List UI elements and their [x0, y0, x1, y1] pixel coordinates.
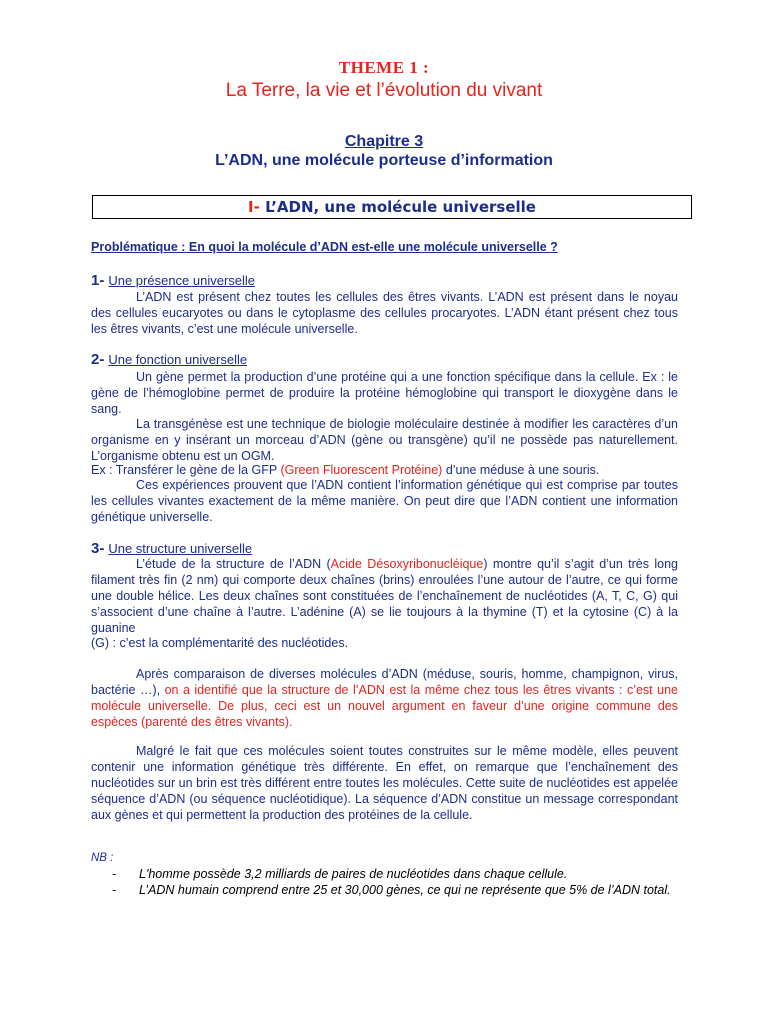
structure-text-end: ) montre qu’il s’agit d’un très long filament très fin (2 nm) qui comporte deux chaînes (brins) enroulées l’une autour de l’autre, ce qui forme une double hélice. Les deux chaînes sont constituées de l’enchaînement de nucléotides (A, T, C, G) qui s’associent d’une chaîne à l’autre. L’adénine (A) se lie toujours à la thymine (T) et la cytosine (C) à la guanine [91, 557, 678, 635]
subsection-number: 1- [91, 272, 105, 289]
section-title: L’ADN, une molécule universelle [265, 198, 536, 216]
nb-list [112, 866, 752, 898]
subsection-title: Une fonction universelle [108, 352, 248, 367]
list-item [112, 866, 752, 882]
paragraph-fonction: Un gène permet la production d’une protéine qui a une fonction spécifique dans la cellule. Ex : le gène de l’hémoglobine permet de produire la protéine hémoglobine qui transport le dioxygène dans le sang. [91, 370, 678, 416]
example-text-end: d’une méduse à une souris. [442, 463, 600, 477]
comparaison-text: Après comparaison de diverses molécules d’ADN (méduse, souris, homme, champignon, virus, bactérie …), [91, 667, 678, 697]
comparaison-highlight: on a identifié que la structure de l’ADN est la même chez tous les êtres vivants : c’est une molécule universelle. De plus, ceci est un nouvel argument en faveur d’une origine commune des espèces (parenté des êtres vivants). [91, 683, 678, 729]
paragraph-example-gfp [91, 462, 678, 478]
chapter-label: Chapitre 3 [344, 133, 424, 150]
problematique: Problématique : En quoi la molécule d’ADN est-elle une molécule universelle ? [91, 240, 558, 254]
section-number: I- [248, 198, 260, 216]
paragraph-complementarite: (G) : c’est la complémentarité des nucléotides. [91, 636, 349, 650]
example-highlight: (Green Fluorescent Protéine) [280, 463, 443, 477]
subsection-number: 3- [91, 540, 105, 557]
paragraph-structure [91, 556, 678, 636]
paragraph-sequence: Malgré le fait que ces molécules soient toutes construites sur le même modèle, elles peuvent contenir une information génétique très différente. En effet, on remarque que l’enchaînement des nucléotides sur un brin est très différent entre toutes les molécules. Cette suite de nucléotides est appelée séquence d’ADN (ou séquence nucléotidique). La séquence d’ADN constitue un message correspondant aux gènes et qui permettent la production des protéines de la cellule. [91, 744, 678, 822]
list-bullet: - [112, 867, 117, 881]
list-item-text: L’ADN humain comprend entre 25 et 30,000 gènes, ce qui ne représente que 5% de l’ADN total. [139, 883, 671, 897]
nb-label: NB : [91, 852, 114, 864]
example-text: Ex : Transférer le gène de la GFP [91, 463, 281, 477]
list-item [112, 882, 752, 898]
subsection-title: Une présence universelle [108, 273, 256, 288]
theme-title: THEME 1 : [338, 58, 430, 77]
subsection-heading-1 [91, 272, 255, 289]
subsection-heading-2 [91, 351, 247, 368]
paragraph-transgenese: La transgénèse est une technique de biologie moléculaire destinée à modifier les caractères d’un organisme en y insérant un morceau d’ADN (gène ou transgène) qu’il ne possède pas naturellement. L’organisme obtenu est un OGM. [91, 417, 678, 463]
list-bullet: - [112, 883, 117, 897]
structure-text: L’étude de la structure de l’ADN ( [136, 557, 331, 571]
subsection-title: Une structure universelle [108, 541, 253, 556]
paragraph-comparaison [91, 666, 678, 730]
theme-subtitle: La Terre, la vie et l’évolution du vivant [225, 80, 543, 101]
paragraph-experiences: Ces expériences prouvent que l’ADN contient l’information génétique qui est comprise par toutes les cellules vivantes exactement de la même manière. On peut dire que l’ADN contient une information génétique universelle. [91, 478, 678, 524]
chapter-title: L’ADN, une molécule porteuse d’information [215, 152, 553, 169]
paragraph-presence: L’ADN est présent chez toutes les cellules des êtres vivants. L’ADN est présent dans le noyau des cellules eucaryotes ou dans le cytoplasme des cellules procaryotes. L’ADN étant présent chez tous les êtres vivants, c’est une molécule universelle. [91, 290, 678, 336]
structure-highlight: Acide Désoxyribonucléique [330, 557, 484, 571]
subsection-number: 2- [91, 351, 105, 368]
list-item-text: L'homme possède 3,2 milliards de paires de nucléotides dans chaque cellule. [139, 867, 568, 881]
subsection-heading-3 [91, 540, 252, 557]
section-heading-box [92, 195, 692, 219]
